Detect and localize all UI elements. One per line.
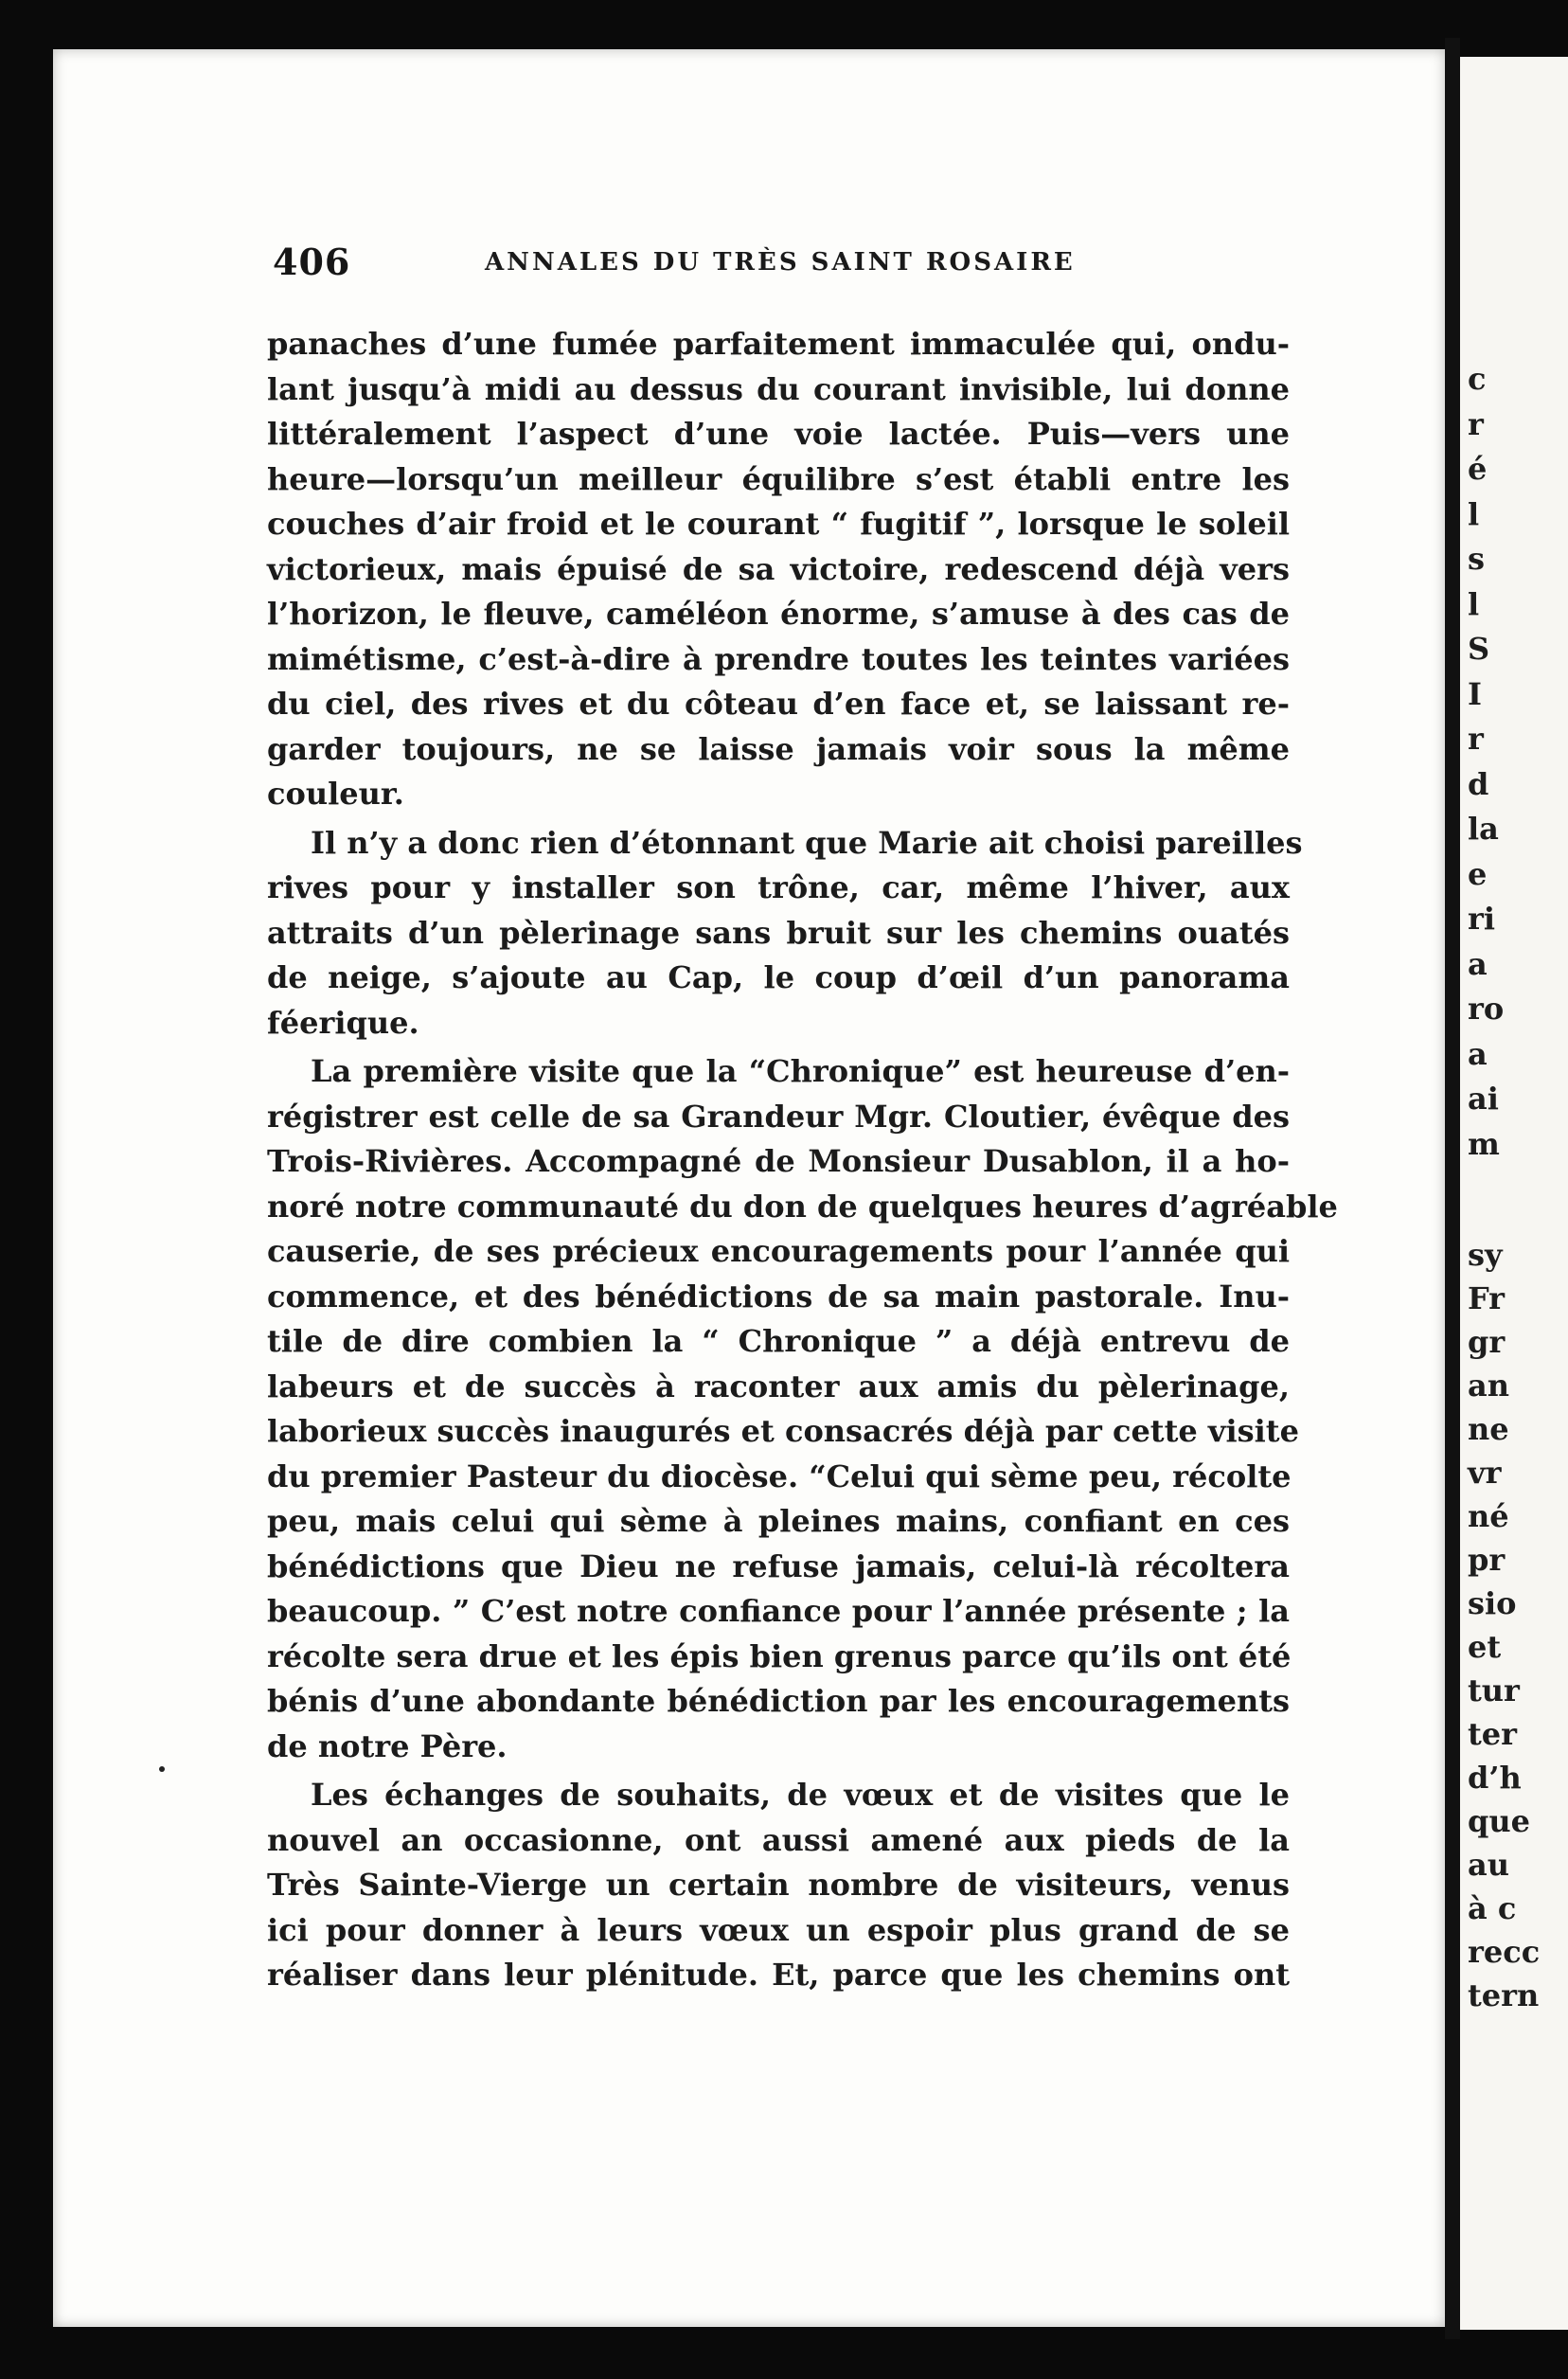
- facing-page-fragment: d’h: [1468, 1760, 1522, 1796]
- text-line: heure—lorsqu’un meilleur équilibre s’est établi entre les: [267, 460, 1290, 497]
- ink-speck: [159, 1766, 165, 1772]
- text-line: tile de dire combien la “ Chronique ” a déjà entrevu de: [267, 1323, 1290, 1359]
- facing-page-fragment: que: [1468, 1803, 1530, 1839]
- facing-page-fragment: pr: [1468, 1542, 1506, 1578]
- text-line: couleur.: [267, 776, 404, 812]
- text-line: garder toujours, ne se laisse jamais voir sous la même: [267, 730, 1290, 767]
- text-line: nouvel an occasionne, ont aussi amené aux pieds de la: [267, 1821, 1290, 1858]
- text-line: de notre Père.: [267, 1727, 508, 1764]
- facing-page-fragment: l: [1468, 495, 1480, 532]
- text-line: beaucoup. ” C’est notre confiance pour l’année présente ; la: [267, 1593, 1290, 1629]
- text-line: bénis d’une abondante bénédiction par les encouragements: [267, 1683, 1290, 1719]
- text-line: du premier Pasteur du diocèse. “Celui qui sème peu, récolte: [267, 1458, 1292, 1494]
- facing-page-fragment: c: [1468, 361, 1487, 397]
- facing-page-fragment: a: [1468, 1035, 1488, 1072]
- facing-page-fragment: né: [1468, 1498, 1509, 1534]
- facing-page-fragment: ter: [1468, 1716, 1517, 1752]
- facing-page-fragment: Fr: [1468, 1280, 1506, 1316]
- text-line: ici pour donner à leurs vœux un espoir plus grand de se: [267, 1911, 1290, 1948]
- text-line: régistrer est celle de sa Grandeur Mgr. Cloutier, évêque des: [267, 1098, 1290, 1135]
- facing-page-fragment: recc: [1468, 1934, 1541, 1970]
- facing-page-fragment: la: [1468, 811, 1499, 847]
- text-line: panaches d’une fumée parfaitement immaculée qui, ondu-: [267, 326, 1290, 362]
- text-line: réaliser dans leur plénitude. Et, parce que les chemins ont: [267, 1957, 1290, 1993]
- facing-page-fragment: r: [1468, 721, 1484, 757]
- facing-page-fragment: tur: [1468, 1672, 1520, 1708]
- facing-page-fragment: r: [1468, 405, 1484, 442]
- facing-page-fragment: l: [1468, 585, 1480, 622]
- facing-page-fragment: m: [1468, 1125, 1500, 1162]
- text-line: du ciel, des rives et du côteau d’en face et, se laissant re-: [267, 686, 1290, 722]
- facing-page-fragment: I: [1468, 675, 1482, 712]
- text-line: noré notre communauté du don de quelques heures d’agréable: [267, 1188, 1338, 1225]
- page-body: [267, 322, 1338, 1998]
- facing-page-fragment: au: [1468, 1847, 1509, 1883]
- text-line: couches d’air froid et le courant “ fugitif ”, lorsque le soleil: [267, 506, 1290, 542]
- paragraph-first-line: La première visite que la “Chronique” est heureuse d’en-: [311, 1053, 1290, 1089]
- text-line: lant jusqu’à midi au dessus du courant invisible, lui donne: [267, 370, 1290, 407]
- facing-page-fragment: d: [1468, 765, 1489, 802]
- text-line: récolte sera drue et les épis bien grenus parce qu’ils ont été: [267, 1637, 1292, 1674]
- facing-page-fragment: tern: [1468, 1977, 1540, 2013]
- text-line: féerique.: [267, 1004, 419, 1041]
- text-line: rives pour y installer son trône, car, même l’hiver, aux: [267, 869, 1290, 905]
- facing-page-fragment: et: [1468, 1629, 1502, 1665]
- text-line: l’horizon, le fleuve, caméléon énorme, s’amuse à des cas de: [267, 596, 1290, 632]
- facing-page-fragment: S: [1468, 631, 1490, 667]
- paragraph-first-line: Les échanges de souhaits, de vœux et de visites que le: [311, 1777, 1290, 1813]
- facing-page-fragment: ai: [1468, 1081, 1499, 1117]
- text-line: laborieux succès inaugurés et consacrés déjà par cette visite: [267, 1413, 1299, 1449]
- facing-page-fragment: vr: [1468, 1455, 1502, 1491]
- text-line: mimétisme, c’est-à-dire à prendre toutes les teintes variées: [267, 640, 1290, 677]
- facing-page-fragment: s: [1468, 541, 1486, 577]
- facing-page-fragment: a: [1468, 945, 1488, 982]
- running-title: ANNALES DU TRÈS SAINT ROSAIRE: [485, 248, 1076, 277]
- text-line: peu, mais celui qui sème à pleines mains, confiant en ces: [267, 1503, 1290, 1539]
- running-header: [273, 241, 1295, 284]
- text-line: littéralement l’aspect d’une voie lactée. Puis—vers une: [267, 416, 1290, 452]
- text-line: de neige, s’ajoute au Cap, le coup d’œil d’un panorama: [267, 959, 1290, 995]
- text-line: causerie, de ses précieux encouragements pour l’année qui: [267, 1233, 1290, 1269]
- text-line: attraits d’un pèlerinage sans bruit sur les chemins ouatés: [267, 914, 1290, 951]
- facing-page-fragment: ri: [1468, 901, 1496, 937]
- text-line: Très Sainte-Vierge un certain nombre de visiteurs, venus: [267, 1867, 1290, 1903]
- facing-page-edge: [1460, 57, 1568, 2330]
- facing-page-fragment: sy: [1468, 1237, 1503, 1273]
- text-line: victorieux, mais épuisé de sa victoire, redescend déjà vers: [267, 550, 1290, 587]
- page-number: 406: [273, 241, 351, 283]
- text-line: Trois-Rivières. Accompagné de Monsieur Dusablon, il a ho-: [267, 1143, 1290, 1179]
- facing-page-fragment: sio: [1468, 1585, 1517, 1621]
- facing-page-fragment: ro: [1468, 991, 1505, 1027]
- facing-page-fragment: gr: [1468, 1324, 1506, 1360]
- text-line: bénédictions que Dieu ne refuse jamais, celui-là récoltera: [267, 1547, 1290, 1584]
- text-line: commence, et des bénédictions de sa main pastorale. Inu-: [267, 1278, 1290, 1315]
- facing-page-fragment: ne: [1468, 1411, 1509, 1447]
- facing-page-fragment: e: [1468, 855, 1488, 892]
- facing-page-fragment: é: [1468, 451, 1488, 487]
- paragraph-first-line: Il n’y a donc rien d’étonnant que Marie ait choisi pareilles: [311, 824, 1303, 861]
- page-gutter: [1445, 38, 1460, 2339]
- facing-page-fragment: à c: [1468, 1890, 1517, 1926]
- text-line: labeurs et de succès à raconter aux amis du pèlerinage,: [267, 1368, 1290, 1404]
- facing-page-fragment: an: [1468, 1368, 1509, 1404]
